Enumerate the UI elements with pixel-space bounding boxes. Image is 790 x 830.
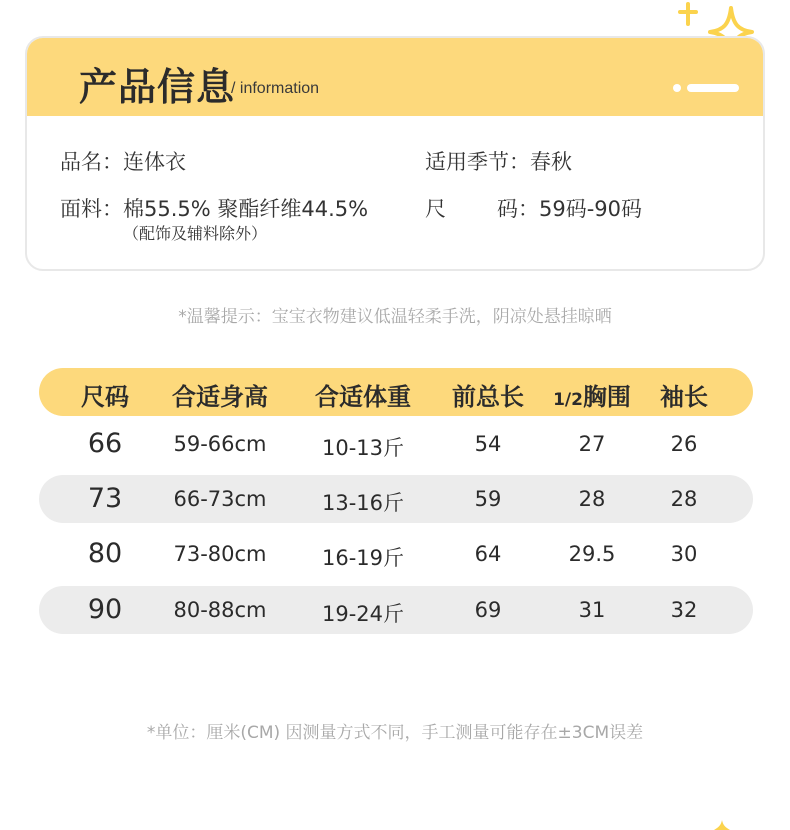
sparkle-icon bbox=[714, 820, 730, 830]
product-fabric: 面料：棉55.5% 聚酯纤维44.5% bbox=[60, 197, 369, 221]
header-chest-fraction: 1/2 bbox=[553, 390, 583, 410]
product-name: 品名：连体衣 bbox=[60, 150, 186, 174]
cell-chest: 27 bbox=[578, 432, 606, 456]
cell-sleeve: 28 bbox=[670, 487, 698, 511]
cell-size: 66 bbox=[87, 428, 123, 459]
cell-chest: 28 bbox=[578, 487, 606, 511]
cell-length: 59 bbox=[474, 487, 502, 511]
measurement-tip: *单位：厘米(CM) 因测量方式不同，手工测量可能存在±3CM误差 bbox=[146, 723, 644, 743]
header-length: 前总长 bbox=[452, 383, 524, 411]
header-sleeve: 袖长 bbox=[660, 383, 708, 411]
cell-height: 66-73cm bbox=[173, 487, 267, 511]
product-size-range: 码：59码-90码 bbox=[497, 197, 643, 221]
cell-sleeve: 30 bbox=[670, 542, 698, 566]
product-size-key: 尺 bbox=[425, 197, 446, 221]
cell-weight: 16-19斤 bbox=[321, 546, 405, 570]
header-chest bbox=[553, 377, 631, 412]
header-bar bbox=[687, 84, 739, 92]
cell-height: 59-66cm bbox=[173, 432, 267, 456]
product-info-card bbox=[25, 36, 765, 271]
cell-height: 80-88cm bbox=[173, 598, 267, 622]
cell-length: 64 bbox=[474, 542, 502, 566]
cell-length: 54 bbox=[474, 432, 502, 456]
cell-chest: 31 bbox=[578, 598, 606, 622]
cell-chest: 29.5 bbox=[568, 542, 616, 566]
header-height: 合适身高 bbox=[172, 383, 268, 411]
info-card-header bbox=[27, 38, 763, 116]
product-season: 适用季节：春秋 bbox=[425, 150, 572, 174]
cell-sleeve: 32 bbox=[670, 598, 698, 622]
header-chest-label: 胸围 bbox=[582, 383, 631, 411]
header-dot bbox=[673, 84, 681, 92]
cell-height: 73-80cm bbox=[173, 542, 267, 566]
washing-tip: *温馨提示：宝宝衣物建议低温轻柔手洗，阴凉处悬挂晾晒 bbox=[178, 307, 612, 327]
cell-weight: 10-13斤 bbox=[321, 436, 405, 460]
cell-weight: 13-16斤 bbox=[321, 491, 405, 515]
cell-size: 73 bbox=[87, 483, 123, 514]
info-title: 产品信息 bbox=[79, 65, 236, 109]
header-weight: 合适体重 bbox=[315, 383, 411, 411]
cell-length: 69 bbox=[474, 598, 502, 622]
fabric-note: （配饰及辅料除外） bbox=[123, 224, 268, 243]
header-size: 尺码 bbox=[81, 383, 129, 411]
cell-size: 80 bbox=[87, 538, 123, 569]
cell-sleeve: 26 bbox=[670, 432, 698, 456]
sparkle-icon bbox=[676, 2, 700, 26]
info-subtitle: / information bbox=[231, 80, 320, 97]
cell-size: 90 bbox=[87, 594, 123, 625]
cell-weight: 19-24斤 bbox=[321, 602, 405, 626]
